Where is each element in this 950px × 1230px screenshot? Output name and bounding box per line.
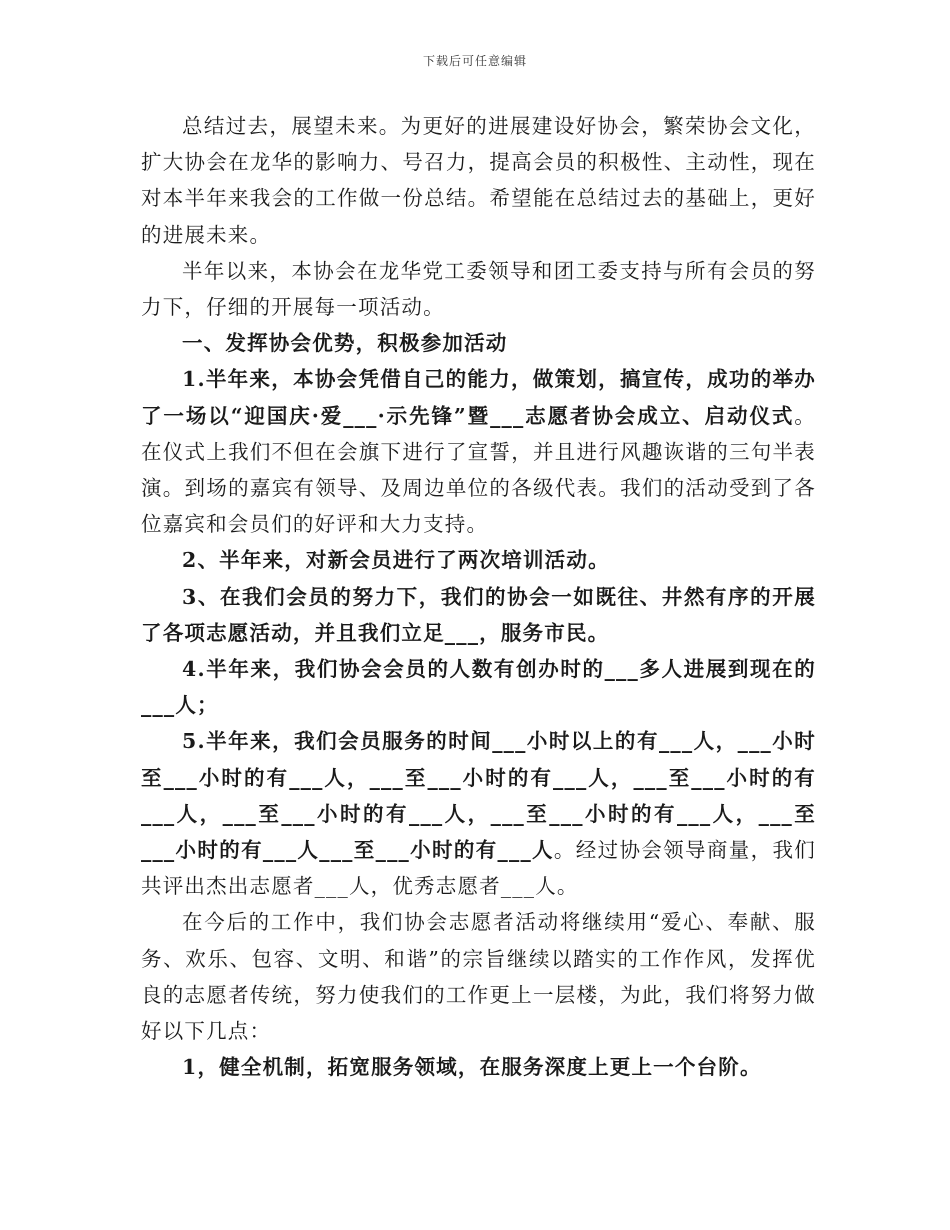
paragraph-intro: 总结过去，展望未来。为更好的进展建设好协会，繁荣协会文化，扩大协会在龙华的影响力、号召力，提高会员的积极性、主动性，现在对本半年来我会的工作做一份总结。希望能在总结过去的基础上，更好的进展未来。 <box>141 114 816 247</box>
paragraph-overview: 半年以来，本协会在龙华党工委领导和团工委支持与所有会员的努力下，仔细的开展每一项活动。 <box>141 258 816 320</box>
item-1-bold-text: 1.半年来，本协会凭借自己的能力，做策划，搞宣传，成功的举办了一场以“迎国庆·爱___·示先锋”暨___志愿者协会成立、启动仪式 <box>141 367 816 428</box>
paragraph-item-5 <box>141 723 816 904</box>
item-5-rest-text: 。经过协会领导商量，我们共评出杰出志愿者___人，优秀志愿者___人。 <box>141 838 816 899</box>
paragraph-item-1 <box>141 361 816 542</box>
paragraph-item-3: 3、在我们会员的努力下，我们的协会一如既往、井然有序的开展了各项志愿活动，并且我们立足___，服务市民。 <box>141 584 816 645</box>
header-note: 下载后可任意编辑 <box>422 54 527 68</box>
paragraph-point-1: 1，健全机制，拓宽服务领域，在服务深度上更上一个台阶。 <box>182 1055 762 1080</box>
item-1-rest-text: 。在仪式上我们不但在会旗下进行了宣誓，并且进行风趣诙谐的三句半表演。到场的嘉宾有领导、及周边单位的各级代表。我们的活动受到了各位嘉宾和会员们的好评和大力支持。 <box>141 403 816 537</box>
paragraph-item-4: 4.半年来，我们协会会员的人数有创办时的___多人进展到现在的___人； <box>141 657 816 718</box>
document-body <box>141 108 816 1085</box>
paragraph-item-2: 2、半年来，对新会员进行了两次培训活动。 <box>182 548 610 573</box>
item-5-bold-text: 5.半年来，我们会员服务的时间___小时以上的有___人，___小时至___小时的有___人，___至___小时的有___人，___至___小时的有___人，___至___小时的有___人，___至___小时的有___人，___至___小时的有___人___至___小时的有___人 <box>141 729 816 863</box>
paragraph-future: 在今后的工作中，我们协会志愿者活动将继续用“爱心、奉献、服务、欢乐、包容、文明、和谐”的宗旨继续以踏实的工作作风，发挥优良的志愿者传统，努力使我们的工作更上一层楼，为此，我们将努力做好以下几点： <box>141 910 816 1044</box>
section-heading: 一、发挥协会优势，积极参加活动 <box>182 331 508 356</box>
